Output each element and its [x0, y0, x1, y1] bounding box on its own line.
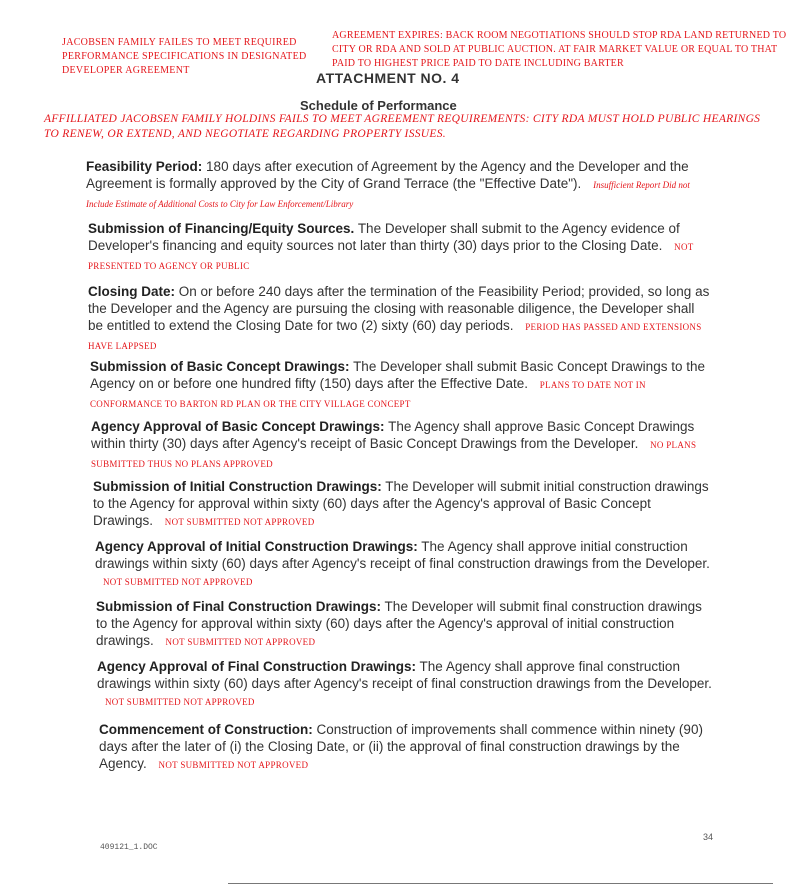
section-body: The Agency shall approve initial construction drawings within sixty (60) days after Agency's receipt of final construction drawings from the Developer.	[95, 539, 710, 571]
section-note: NOT SUBMITTED NOT APPROVED	[103, 577, 253, 587]
annotation-affiliated: AFFILLIATED JACOBSEN FAMILY HOLDINS FAILS TO MEET AGREEMENT REQUIREMENTS: CITY RDA MUST HOLD PUBLIC HEARINGS TO RENEW, OR EXTEND, AND NEGOTIATE REGARDING PROPERTY ISSUES.	[44, 113, 761, 140]
section-body: The Developer shall submit to the Agency evidence of Developer's financing and equity sources not later than thirty (30) days prior to the Closing Date.	[88, 221, 680, 253]
section-basic-concept-submission	[90, 358, 712, 413]
section-heading: Submission of Basic Concept Drawings:	[90, 359, 350, 374]
section-note: PERIOD HAS PASSED AND EXTENSIONS HAVE LAPPSED	[88, 322, 702, 351]
page-number: 34	[703, 832, 714, 842]
section-body: The Developer will submit initial construction drawings to the Agency for approval within sixty (60) days after the Agency's approval of Basic Concept Drawings.	[93, 479, 709, 528]
section-heading: Feasibility Period:	[86, 159, 203, 174]
section-note: NO PLANS SUBMITTED THUS NO PLANS APPROVED	[91, 440, 697, 469]
section-body: The Agency shall approve final construction drawings within sixty (60) days after Agency's receipt of final construction drawings from the Developer.	[97, 659, 712, 691]
section-initial-submission	[93, 478, 713, 531]
section-heading: Submission of Final Construction Drawings:	[96, 599, 382, 614]
section-body: Construction of improvements shall commence within ninety (90) days after the later of (i) the Closing Date, or (ii) the approval of final construction drawings by the Agency.	[99, 722, 703, 771]
section-financing	[88, 220, 712, 275]
section-body: On or before 240 days after the termination of the Feasibility Period; provided, so long as the Developer and the Agency are pursuing the closing with reasonable diligence, the Developer shall be entitled to extend the Closing Date for two (2) sixty (60) day periods.	[88, 284, 710, 333]
section-final-submission	[96, 598, 714, 651]
section-heading: Agency Approval of Initial Construction Drawings:	[95, 539, 418, 554]
section-closing-date	[88, 283, 712, 355]
section-note: NOT SUBMITTED NOT APPROVED	[165, 637, 316, 647]
section-body: The Developer shall submit Basic Concept Drawings to the Agency on or before one hundred fifty (150) days after the Effective Date.	[90, 359, 705, 391]
section-note: NOT SUBMITTED NOT APPROVED	[105, 697, 255, 707]
section-heading: Agency Approval of Final Construction Drawings:	[97, 659, 417, 674]
annotation-right: AGREEMENT EXPIRES: BACK ROOM NEGOTIATIONS SHOULD STOP RDA LAND RETURNED TO CITY OR RDA AND SOLD AT PUBLIC AUCTION. AT FAIR MARKET VALUE OR EQUAL TO THAT PAID TO HIGHEST PRICE PAID TO DATE INCLUDING BARTER	[332, 30, 787, 69]
section-heading: Agency Approval of Basic Concept Drawings:	[91, 419, 385, 434]
section-final-approval	[97, 658, 715, 711]
section-note: PLANS TO DATE NOT IN CONFORMANCE TO BARTON RD PLAN OR THE CITY VILLAGE CONCEPT	[90, 380, 646, 409]
section-commencement	[99, 721, 715, 774]
section-heading: Closing Date:	[88, 284, 176, 299]
section-note: NOT SUBMITTED NOT APPROVED	[158, 760, 309, 770]
section-heading: Submission of Financing/Equity Sources.	[88, 221, 355, 236]
section-initial-approval	[95, 538, 713, 591]
section-heading: Submission of Initial Construction Drawings:	[93, 479, 382, 494]
attachment-title: ATTACHMENT NO. 4	[316, 70, 460, 86]
section-heading: Commencement of Construction:	[99, 722, 313, 737]
section-note: Insufficient Report Did not Include Estimate of Additional Costs to City for Law Enforcement/Library	[86, 180, 690, 209]
schedule-title: Schedule of Performance	[300, 98, 457, 113]
annotation-left: JACOBSEN FAMILY FAILES TO MEET REQUIRED PERFORMANCE SPECIFICATIONS IN DESIGNATED DEVELOPER AGREEMENT	[62, 37, 307, 76]
section-body: The Developer will submit final construction drawings to the Agency for approval within sixty (60) days after the Agency's approval of initial construction drawings.	[96, 599, 702, 648]
section-note: NOT SUBMITTED NOT APPROVED	[164, 517, 315, 527]
section-feasibility	[86, 158, 712, 213]
bottom-rule	[228, 883, 773, 884]
section-basic-concept-approval	[91, 418, 713, 473]
section-body: The Agency shall approve Basic Concept Drawings within thirty (30) days after Agency's receipt of Basic Concept Drawings from the Developer.	[91, 419, 695, 451]
section-note: NOT PRESENTED TO AGENCY OR PUBLIC	[88, 242, 694, 271]
document-id: 409121_1.DOC	[100, 843, 158, 852]
section-body: 180 days after execution of Agreement by the Agency and the Developer and the Agreement is formally approved by the City of Grand Terrace (the "Effective Date").	[86, 159, 689, 191]
